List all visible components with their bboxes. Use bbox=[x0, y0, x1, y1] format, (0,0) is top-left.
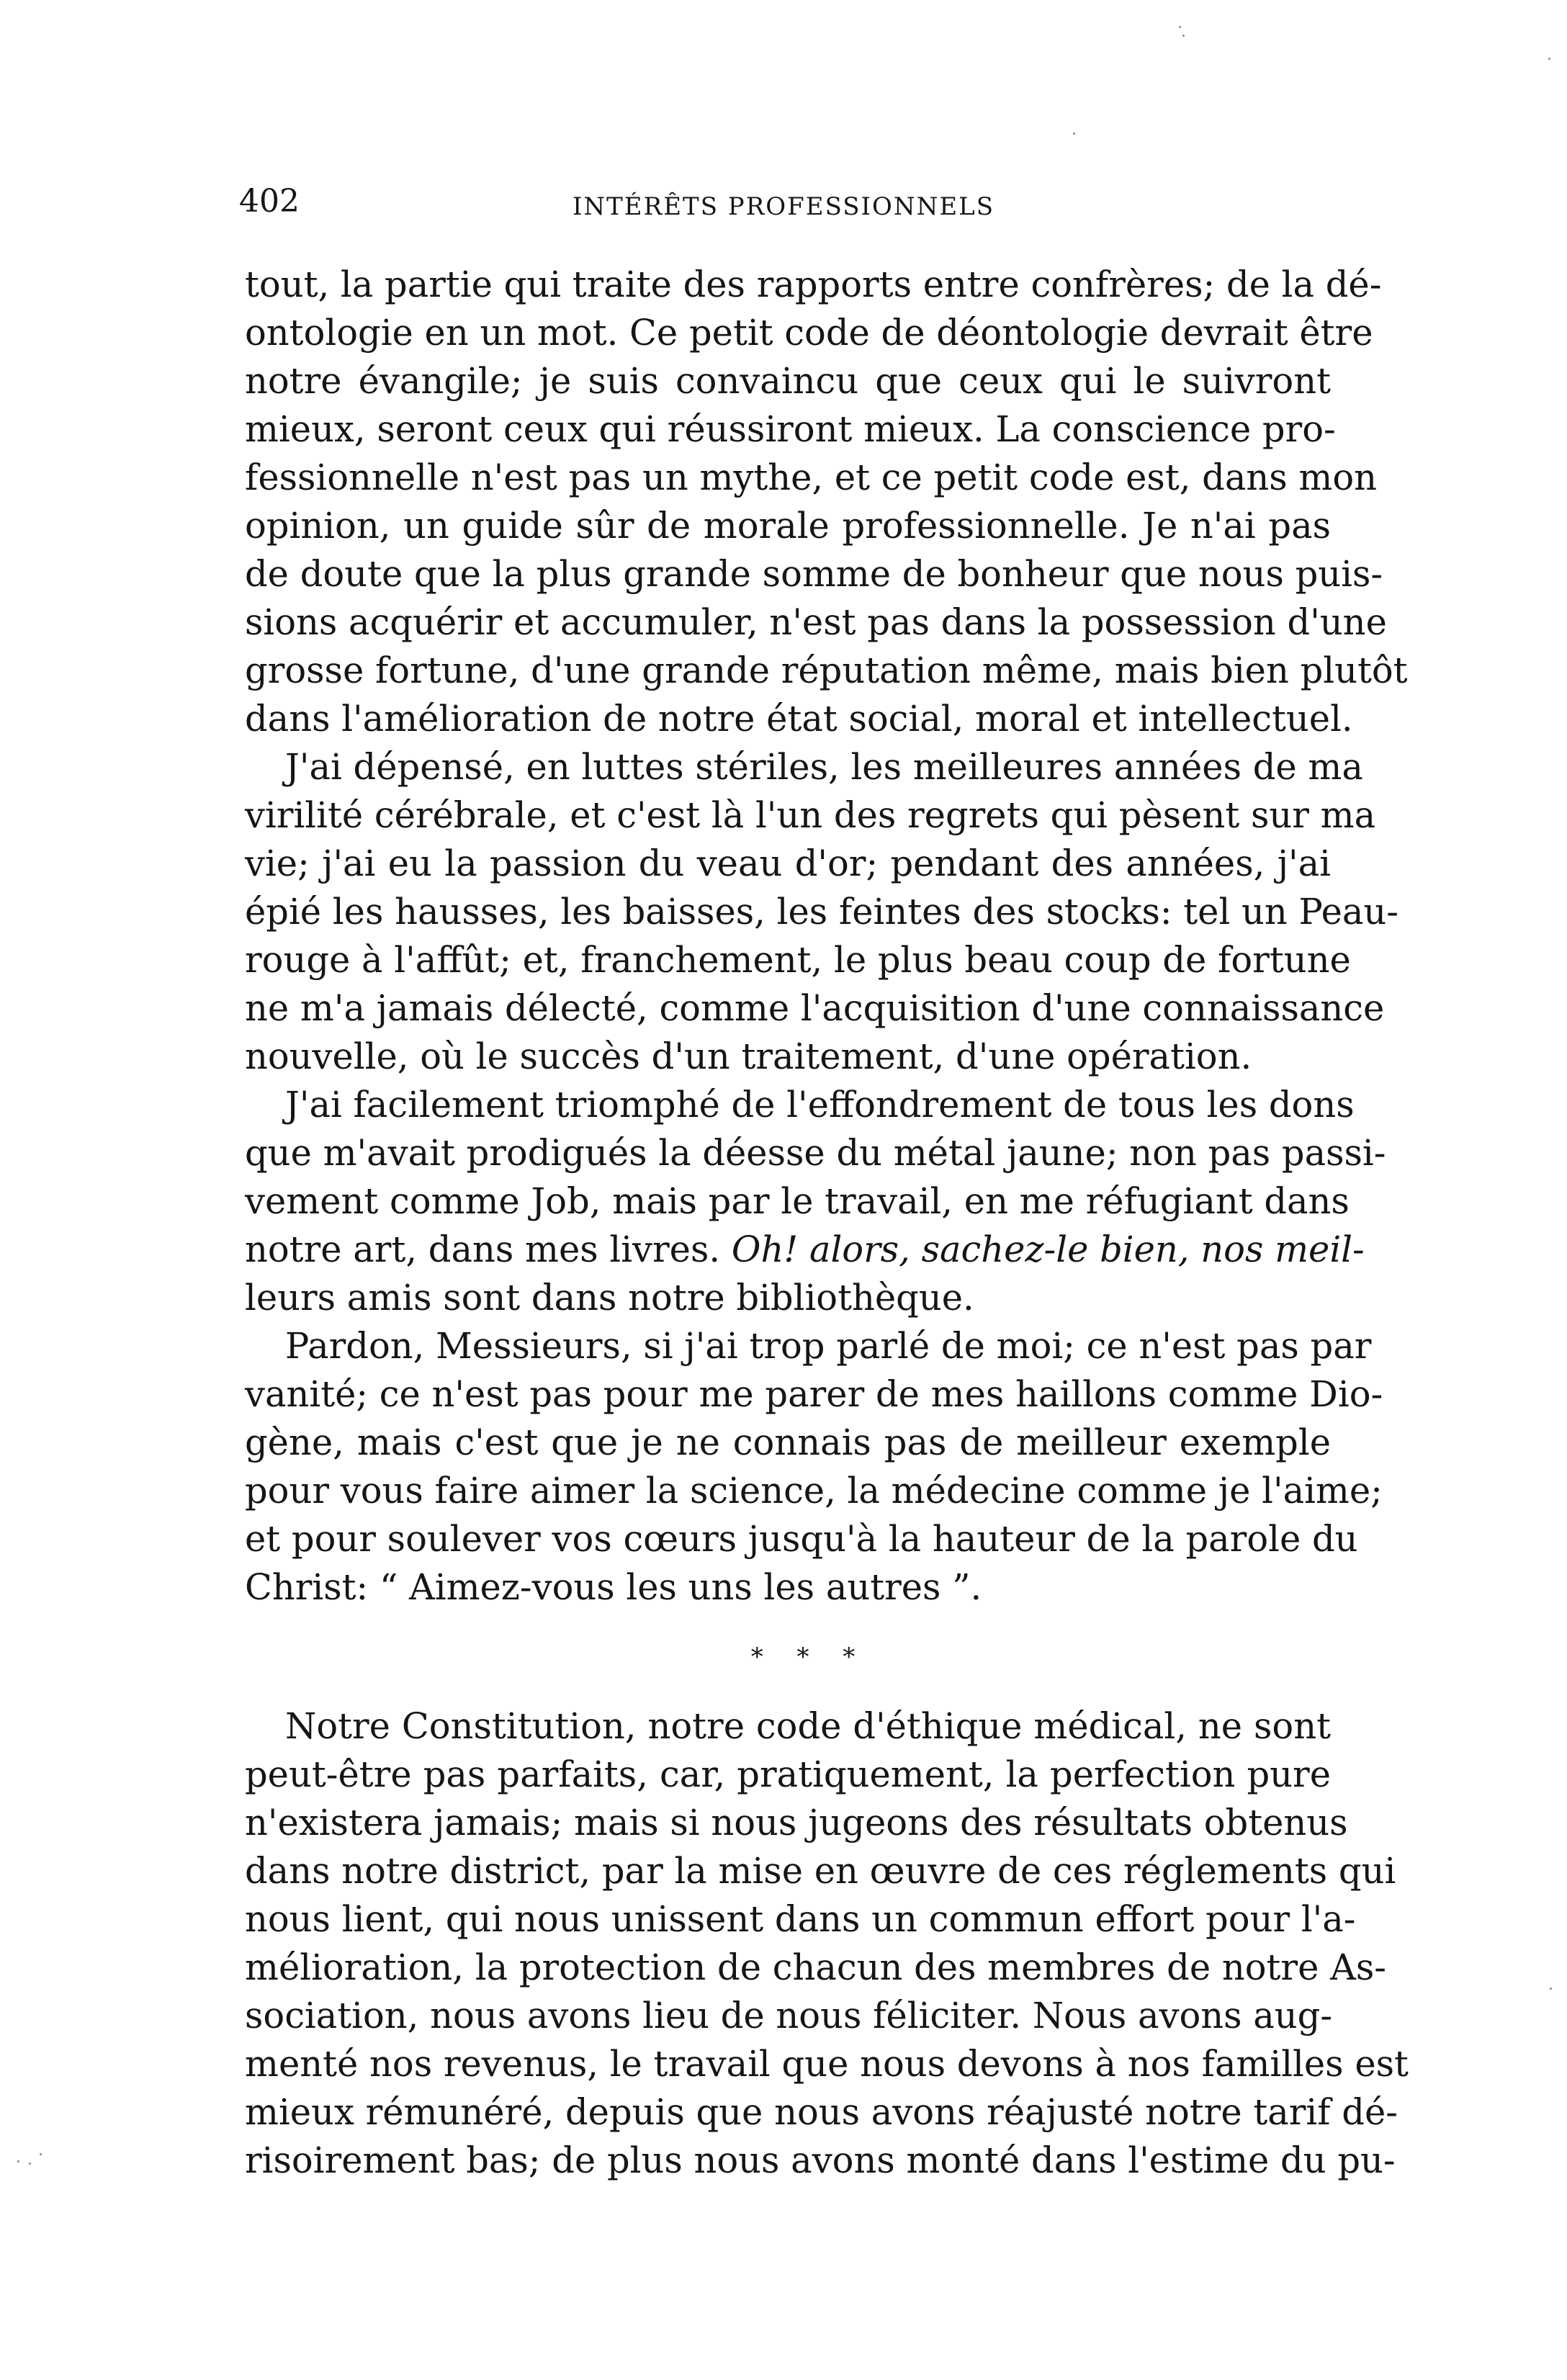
scan-speck bbox=[1548, 58, 1550, 60]
text-line: pour vous faire aimer la science, la médecine comme je l'aime; bbox=[245, 1470, 1383, 1512]
scan-speck bbox=[29, 2163, 31, 2165]
text-line: Christ: “ Aimez-vous les uns les autres ”. bbox=[245, 1566, 982, 1608]
text-line: Notre Constitution, notre code d'éthique médical, ne sont bbox=[285, 1705, 1331, 1747]
scan-speck bbox=[1073, 133, 1075, 135]
text-line: Pardon, Messieurs, si j'ai trop parlé de moi; ce n'est pas par bbox=[285, 1325, 1372, 1367]
text-line: mélioration, la protection de chacun des membres de notre As- bbox=[245, 1946, 1386, 1988]
scan-speck bbox=[1179, 26, 1181, 28]
text-line: menté nos revenus, le travail que nous devons à nos familles est bbox=[245, 2043, 1409, 2085]
text-line: sions acquérir et accumuler, n'est pas dans la possession d'une bbox=[245, 601, 1387, 643]
text-line: peut-être pas parfaits, car, pratiquement, la perfection pure bbox=[245, 1753, 1331, 1795]
text-line: nous lient, qui nous unissent dans un commun effort pour l'a- bbox=[245, 1898, 1356, 1940]
section-separator: * * * bbox=[750, 1643, 868, 1671]
text-line: rouge à l'affût; et, franchement, le plus beau coup de fortune bbox=[245, 939, 1351, 981]
text-line: et pour soulever vos cœurs jusqu'à la hauteur de la parole du bbox=[245, 1518, 1358, 1560]
scan-speck bbox=[1182, 35, 1185, 37]
text-line: gène, mais c'est que je ne connais pas de meilleur exemple bbox=[245, 1422, 1331, 1463]
text-line: J'ai dépensé, en luttes stériles, les meilleures années de ma bbox=[285, 746, 1363, 788]
text-line: vement comme Job, mais par le travail, en me réfugiant dans bbox=[245, 1180, 1350, 1222]
running-title: INTÉRÊTS PROFESSIONNELS bbox=[572, 192, 995, 221]
text-line: ontologie en un mot. Ce petit code de déontologie devrait être bbox=[245, 312, 1373, 354]
text-line: opinion, un guide sûr de morale professionnelle. Je n'ai pas bbox=[245, 505, 1331, 547]
text-line: dans notre district, par la mise en œuvre de ces réglements qui bbox=[245, 1850, 1396, 1892]
text-line: tout, la partie qui traite des rapports entre confrères; de la dé- bbox=[245, 264, 1382, 305]
paragraph-4 bbox=[245, 1322, 1383, 1612]
text-line: ne m'a jamais délecté, comme l'acquisition d'une connaissance bbox=[245, 987, 1385, 1029]
text-line: mieux, seront ceux qui réussiront mieux. La conscience pro- bbox=[245, 408, 1336, 450]
paragraph-1 bbox=[245, 261, 1408, 743]
text-line: vanité; ce n'est pas pour me parer de mes haillons comme Dio- bbox=[245, 1373, 1383, 1415]
text-line: risoirement bas; de plus nous avons monté dans l'estime du pu- bbox=[245, 2139, 1396, 2181]
page-number: 402 bbox=[239, 183, 300, 220]
text-line: fessionnelle n'est pas un mythe, et ce petit code est, dans mon bbox=[245, 457, 1378, 498]
scan-speck bbox=[40, 2153, 42, 2155]
text-line: nouvelle, où le succès d'un traitement, d'une opération. bbox=[245, 1036, 1252, 1077]
text-line: épié les hausses, les baisses, les feintes des stocks: tel un Peau- bbox=[245, 891, 1399, 933]
text-line: n'existera jamais; mais si nous jugeons des résultats obtenus bbox=[245, 1802, 1348, 1844]
text-line bbox=[245, 1226, 1365, 1274]
text-line: sociation, nous avons lieu de nous féliciter. Nous avons aug- bbox=[245, 1995, 1333, 2037]
scan-speck bbox=[17, 2160, 19, 2163]
text-line: mieux rémunéré, depuis que nous avons réajusté notre tarif dé- bbox=[245, 2091, 1398, 2133]
text-line: notre évangile; je suis convaincu que ceux qui le suivront bbox=[245, 360, 1331, 402]
text-line: grosse fortune, d'une grande réputation même, mais bien plutôt bbox=[245, 650, 1408, 691]
text-line: de doute que la plus grande somme de bonheur que nous puis- bbox=[245, 553, 1383, 595]
text-line: virilité cérébrale, et c'est là l'un des regrets qui pèsent sur ma bbox=[245, 794, 1376, 836]
text-line: leurs amis sont dans notre bibliothèque. bbox=[245, 1277, 974, 1319]
text-line: J'ai facilement triomphé de l'effondrement de tous les dons bbox=[285, 1084, 1355, 1126]
body-text bbox=[245, 261, 1409, 2185]
paragraph-5 bbox=[245, 1702, 1409, 2185]
text-line: dans l'amélioration de notre état social, moral et intellectuel. bbox=[245, 698, 1353, 740]
italic-text: Oh! alors, sachez-le bien, nos meil- bbox=[731, 1229, 1365, 1270]
scan-speck bbox=[1550, 1988, 1552, 1990]
text-line: vie; j'ai eu la passion du veau d'or; pendant des années, j'ai bbox=[245, 843, 1331, 884]
text-segment: notre art, dans mes livres. bbox=[245, 1229, 721, 1270]
text-line: que m'avait prodigués la déesse du métal jaune; non pas passi- bbox=[245, 1132, 1386, 1174]
paragraph-2 bbox=[245, 743, 1399, 1081]
paragraph-3 bbox=[245, 1081, 1386, 1322]
